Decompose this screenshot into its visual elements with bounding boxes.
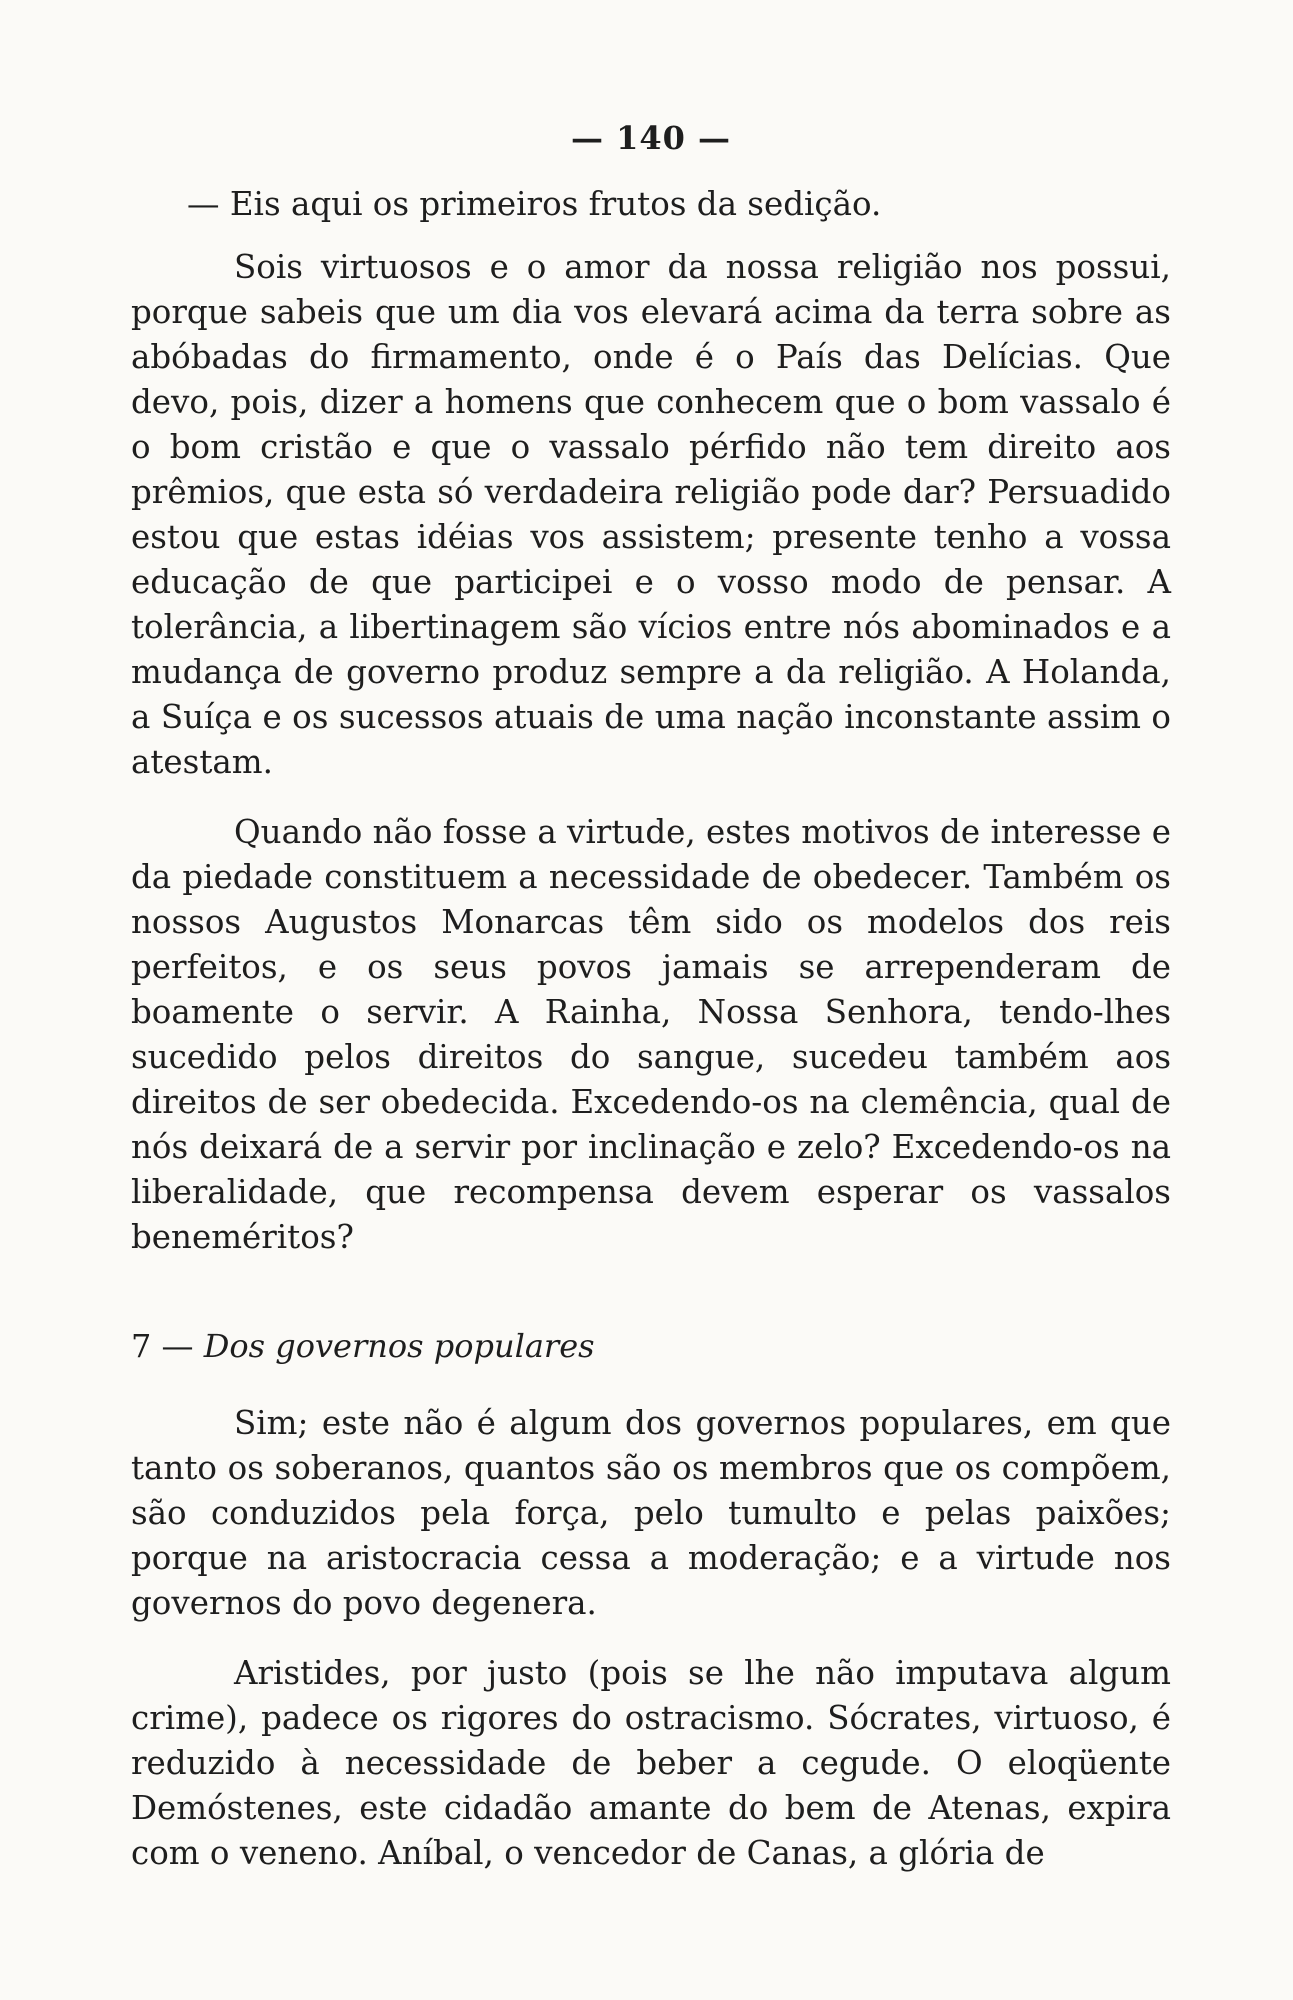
page-number: — 140 —	[570, 119, 732, 157]
paragraph-1: Sois virtuosos e o amor da nossa religião nos possui, porque sabeis que um dia vos elevará acima da terra sobre as abóbadas do firmamento, onde é o País das Delícias. Que devo, pois, dizer a homens que conhecem que o bom vassalo é o bom cristão e que o vassalo pérfido não tem direito aos prêmios, que esta só verdadeira religião pode dar? Persuadido estou que estas idéias vos assistem; presente tenho a vossa educação de que participei e o vosso modo de pensar. A tolerância, a libertinagem são vícios entre nós abominados e a mudança de governo produz sempre a da religião. A Holanda, a Suíça e os sucessos atuais de uma nação inconstante assim o atestam.	[131, 248, 1171, 781]
opening-line: — Eis aqui os primeiros frutos da sedição.	[187, 185, 882, 223]
paragraph-3: Sim; este não é algum dos governos populares, em que tanto os soberanos, quantos são os membros que os compõem, são conduzidos pela força, pelo tumulto e pelas paixões; porque na aristocracia cessa a moderação; e a virtude nos governos do povo degenera.	[131, 1404, 1171, 1622]
paragraph-4: Aristides, por justo (pois se lhe não imputava algum crime), padece os rigores do ostracismo. Sócrates, virtuoso, é reduzido à necessidade de beber a cegude. O eloqüente Demóstenes, este cidadão amante do bem de Atenas, expira com o veneno. Aníbal, o vencedor de Canas, a glória de	[131, 1654, 1171, 1872]
section-title: Dos governos populares	[203, 1327, 595, 1365]
section-heading	[131, 1324, 1171, 1369]
paragraph-2: Quando não fosse a virtude, estes motivos de interesse e da piedade constituem a necessidade de obedecer. Também os nossos Augustos Monarcas têm sido os modelos dos reis perfeitos, e os seus povos jamais se arrependeram de boamente o servir. A Rainha, Nossa Senhora, tendo-lhes sucedido pelos direitos do sangue, sucedeu também aos direitos de ser obedecida. Excedendo-os na clemência, qual de nós deixará de a servir por inclinação e zelo? Excedendo-os na liberalidade, que recompensa devem esperar os vassalos beneméritos?	[131, 813, 1171, 1256]
book-page	[131, 118, 1171, 1876]
section-number: 7 —	[131, 1327, 194, 1365]
